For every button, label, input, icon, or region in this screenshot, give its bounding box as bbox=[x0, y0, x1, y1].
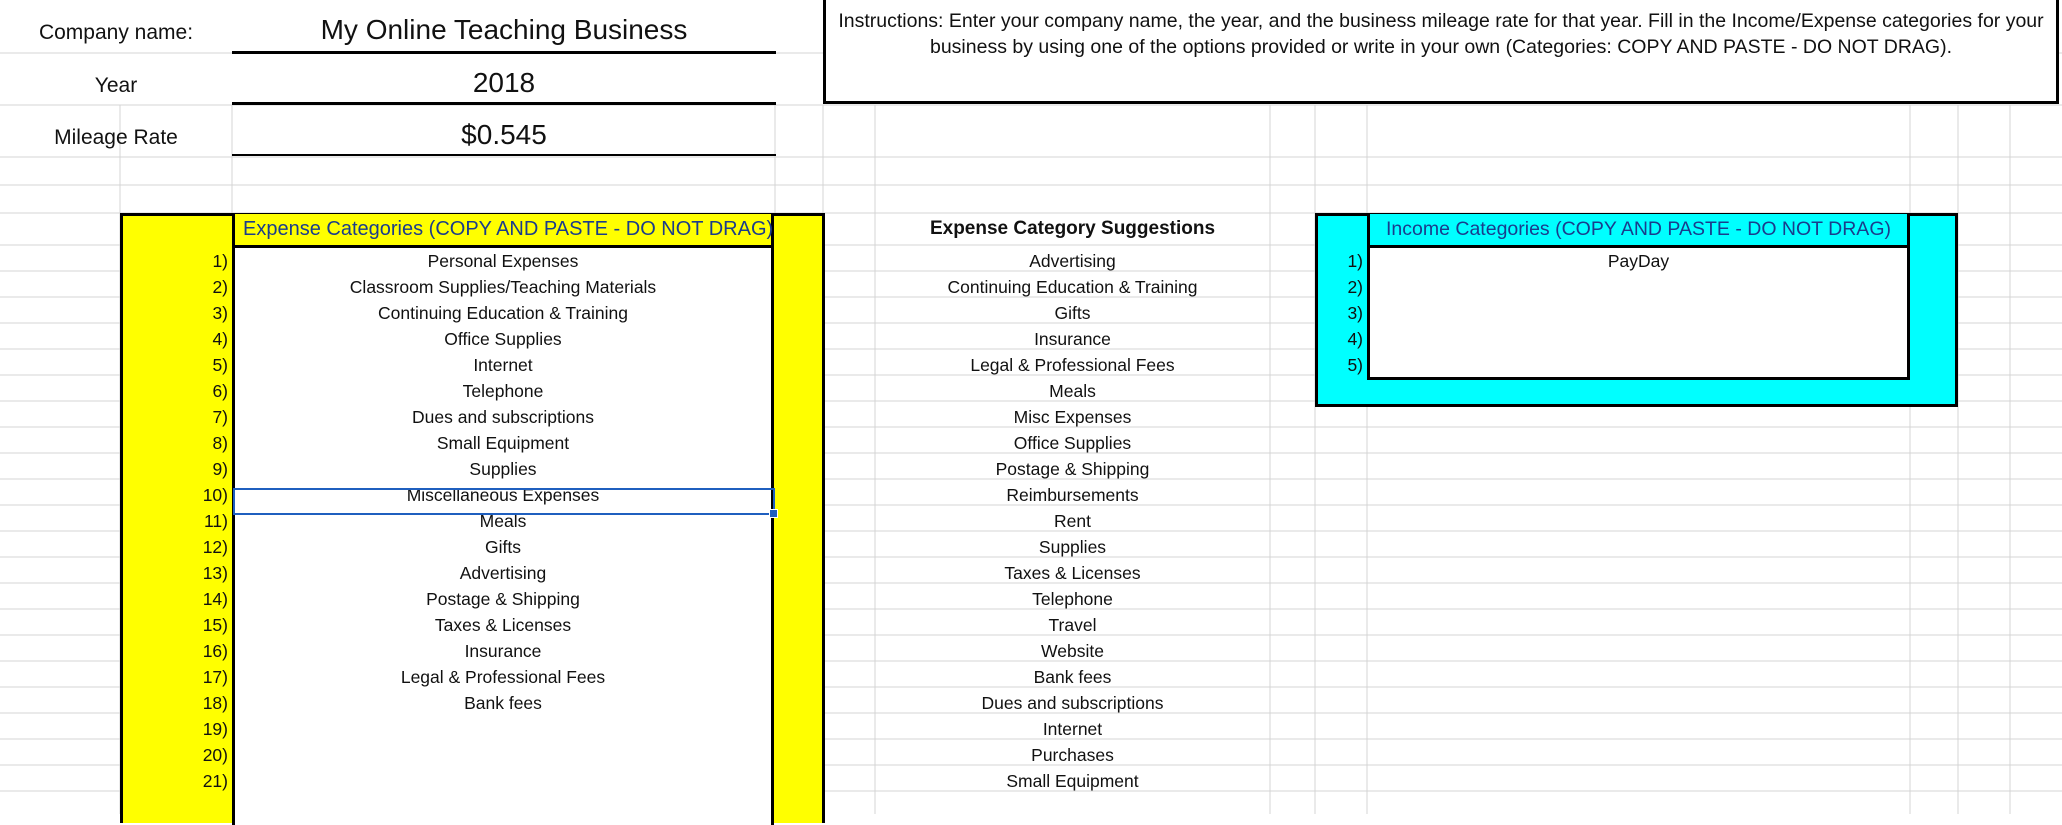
income-category-cell[interactable]: PayDay bbox=[1607, 251, 1670, 271]
expense-category-cell[interactable] bbox=[235, 742, 771, 768]
row-number: 7) bbox=[212, 407, 228, 427]
row-number: 6) bbox=[212, 381, 228, 401]
suggestion-item: Continuing Education & Training bbox=[947, 277, 1198, 297]
expense-category-cell[interactable]: Continuing Education & Training bbox=[377, 303, 629, 323]
suggestion-item: Misc Expenses bbox=[1013, 407, 1132, 427]
expense-category-cell[interactable]: Taxes & Licenses bbox=[434, 615, 572, 635]
row-number: 17) bbox=[202, 667, 228, 687]
row-number: 3) bbox=[1347, 303, 1363, 323]
row-number: 2) bbox=[212, 277, 228, 297]
row-number: 2) bbox=[1347, 277, 1363, 297]
suggestion-item: Travel bbox=[1048, 615, 1097, 635]
suggestion-item: Advertising bbox=[1029, 251, 1116, 271]
expense-category-cell[interactable]: Office Supplies bbox=[444, 329, 562, 349]
suggestion-item: Dues and subscriptions bbox=[981, 693, 1164, 713]
expense-category-cell[interactable]: Personal Expenses bbox=[427, 251, 579, 271]
expense-category-cell[interactable] bbox=[235, 716, 771, 742]
row-number: 1) bbox=[1347, 251, 1363, 271]
suggestion-item: Postage & Shipping bbox=[995, 459, 1150, 479]
row-number: 11) bbox=[204, 511, 228, 531]
suggestion-item: Bank fees bbox=[1033, 667, 1112, 687]
row-number: 19) bbox=[202, 719, 228, 739]
expense-category-cell[interactable]: Classroom Supplies/Teaching Materials bbox=[349, 277, 657, 297]
income-category-cell[interactable] bbox=[1370, 274, 1907, 300]
instructions-box: Instructions: Enter your company name, the year, and the business mileage rate for that year. Fill in the Income/Expense categories for your business by using one of the options provided or write in your own (Categories: COPY AND PASTE - DO NOT DRAG). bbox=[823, 0, 2059, 104]
row-number: 4) bbox=[1347, 329, 1363, 349]
expense-category-cell[interactable]: Advertising bbox=[459, 563, 547, 583]
income-category-cell[interactable] bbox=[1370, 300, 1907, 326]
suggestion-item: Insurance bbox=[1034, 329, 1111, 349]
row-number: 4) bbox=[212, 329, 228, 349]
expense-category-cell[interactable]: Internet bbox=[473, 355, 533, 375]
income-category-cell[interactable] bbox=[1370, 352, 1907, 378]
row-number: 9) bbox=[212, 459, 228, 479]
company-underline bbox=[232, 51, 776, 54]
expense-header: Expense Categories (COPY AND PASTE - DO NOT DRAG) bbox=[232, 214, 774, 245]
row-number: 15) bbox=[202, 615, 228, 635]
expense-category-cell[interactable]: Dues and subscriptions bbox=[412, 407, 594, 427]
row-number: 14) bbox=[202, 589, 228, 609]
suggestion-item: Gifts bbox=[1054, 303, 1091, 323]
row-number: 20) bbox=[202, 745, 228, 765]
company-name-label: Company name: bbox=[38, 21, 194, 44]
row-number: 8) bbox=[212, 433, 228, 453]
mileage-rate-field[interactable]: $0.545 bbox=[461, 119, 547, 150]
fill-handle[interactable] bbox=[769, 509, 778, 518]
company-name-field[interactable]: My Online Teaching Business bbox=[320, 14, 688, 45]
suggestion-item: Purchases bbox=[1031, 745, 1114, 765]
mileage-underline bbox=[232, 154, 776, 156]
suggestion-item: Taxes & Licenses bbox=[1004, 563, 1141, 583]
suggestion-item: Reimbursements bbox=[1006, 485, 1139, 505]
year-underline bbox=[232, 102, 776, 105]
row-number: 16) bbox=[202, 641, 228, 661]
expense-category-cell[interactable]: Small Equipment bbox=[436, 433, 570, 453]
row-number: 18) bbox=[202, 693, 228, 713]
expense-category-cell[interactable]: Bank fees bbox=[464, 693, 542, 713]
suggestion-item: Internet bbox=[1042, 719, 1103, 739]
row-number: 12) bbox=[202, 537, 228, 557]
expense-category-cell[interactable]: Meals bbox=[479, 511, 527, 531]
suggestions-header: Expense Category Suggestions bbox=[929, 218, 1216, 239]
suggestion-item: Website bbox=[1041, 641, 1104, 661]
row-number: 10) bbox=[202, 485, 228, 505]
suggestion-item: Meals bbox=[1049, 381, 1096, 401]
row-number: 13) bbox=[202, 563, 228, 583]
row-number: 1) bbox=[212, 251, 228, 271]
suggestion-item: Office Supplies bbox=[1013, 433, 1132, 453]
expense-category-cell[interactable]: Miscellaneous Expenses bbox=[406, 485, 600, 505]
income-category-cell[interactable] bbox=[1370, 326, 1907, 352]
row-number: 5) bbox=[212, 355, 228, 375]
suggestion-item: Legal & Professional Fees bbox=[970, 355, 1175, 375]
expense-category-cell[interactable]: Insurance bbox=[464, 641, 542, 661]
expense-category-cell[interactable]: Telephone bbox=[462, 381, 544, 401]
suggestion-item: Supplies bbox=[1038, 537, 1107, 557]
expense-category-cell[interactable]: Legal & Professional Fees bbox=[400, 667, 606, 687]
year-field[interactable]: 2018 bbox=[472, 67, 536, 98]
suggestion-item: Rent bbox=[1054, 511, 1091, 531]
suggestion-item: Telephone bbox=[1032, 589, 1113, 609]
expense-category-cell[interactable] bbox=[235, 768, 771, 794]
row-number: 5) bbox=[1347, 355, 1363, 375]
income-header: Income Categories (COPY AND PASTE - DO NOT DRAG) bbox=[1367, 214, 1910, 245]
row-number: 3) bbox=[212, 303, 228, 323]
selected-cell-highlight bbox=[233, 488, 775, 515]
expense-category-cell[interactable]: Postage & Shipping bbox=[426, 589, 580, 609]
expense-category-cell[interactable]: Gifts bbox=[485, 537, 521, 557]
year-label: Year bbox=[94, 74, 138, 97]
mileage-rate-label: Mileage Rate bbox=[54, 126, 178, 149]
row-number: 21) bbox=[202, 771, 228, 791]
expense-category-cell[interactable]: Supplies bbox=[469, 459, 537, 479]
suggestion-item: Small Equipment bbox=[1006, 771, 1139, 791]
